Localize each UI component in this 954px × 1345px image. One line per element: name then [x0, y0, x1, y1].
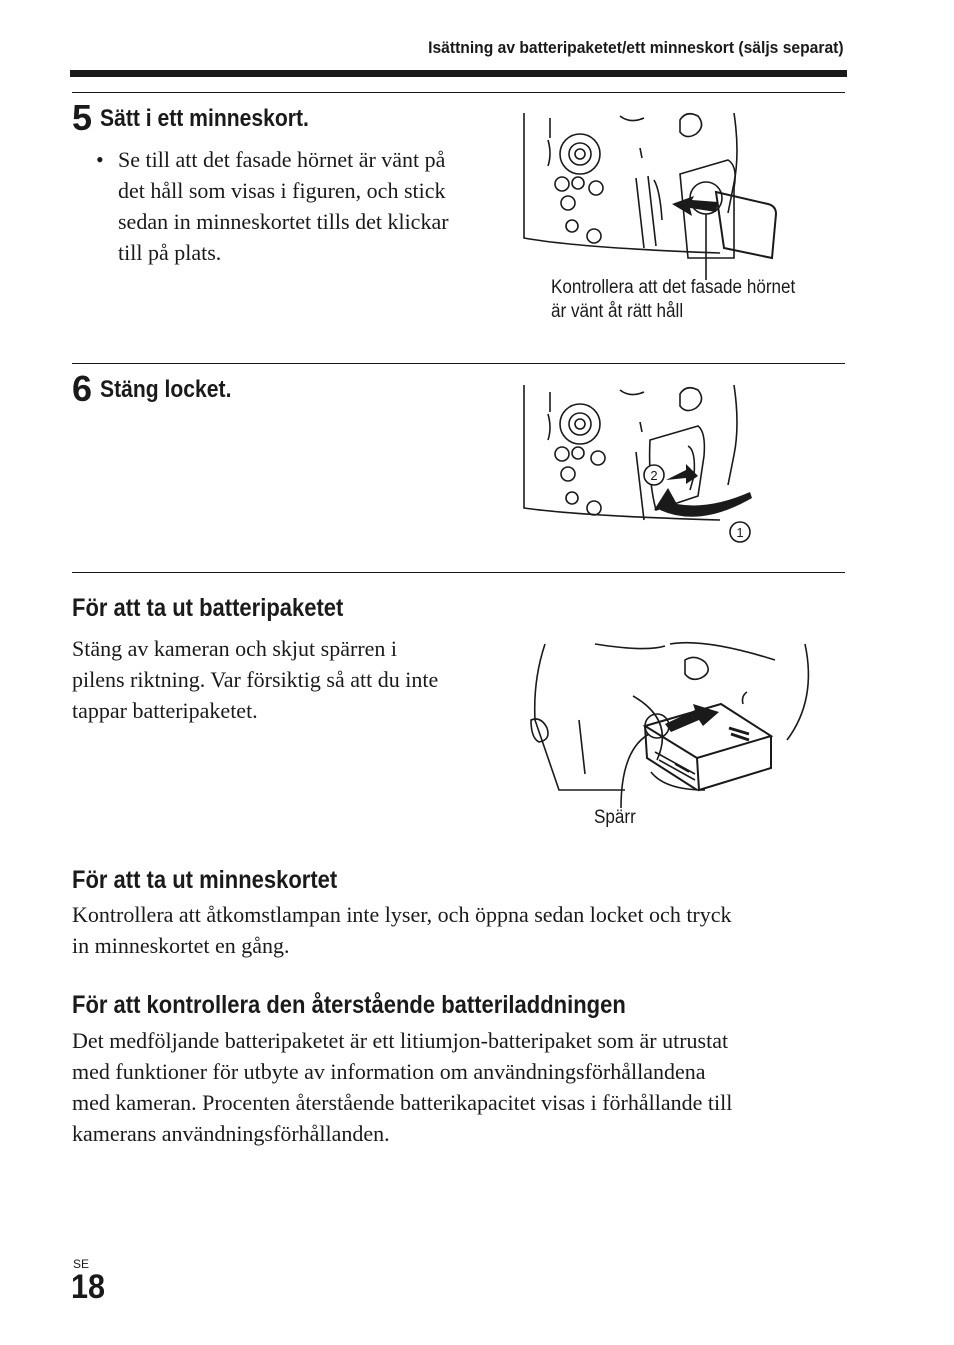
step6-marker-2: 2: [650, 468, 658, 483]
remove-card-text: [72, 899, 732, 961]
step6-title: Stäng locket.: [100, 376, 232, 403]
check-battery-text-line: med funktioner för utbyte av information om användningsförhållandena: [72, 1059, 706, 1084]
step5-caption-line: är vänt åt rätt håll: [551, 301, 684, 322]
remove-battery-text-line: Stäng av kameran och skjut spärren i: [72, 636, 398, 661]
remove-card-heading: För att ta ut minneskortet: [72, 866, 338, 894]
divider-step5: [72, 92, 845, 93]
header-rule: [70, 70, 847, 77]
divider-remove-battery: [72, 572, 845, 573]
close-cover-illustration: [520, 380, 850, 550]
step5-text-line: sedan in minneskortet tills det klickar: [118, 209, 449, 234]
step6-number: 6: [72, 368, 93, 409]
footer-language: SE: [73, 1257, 90, 1271]
step5-text-line: Se till att det fasade hörnet är vänt på: [118, 147, 446, 172]
running-header: Isättning av batteripaketet/ett minneskort (säljs separat): [428, 38, 844, 57]
check-battery-text-line: kamerans användningsförhållanden.: [72, 1121, 390, 1146]
step5-bullet: •: [96, 147, 104, 172]
remove-battery-text: [72, 633, 438, 726]
check-battery-text-line: med kameran. Procenten återstående batterikapacitet visas i förhållande till: [72, 1090, 733, 1115]
memory-card-insert-illustration: [520, 108, 850, 288]
remove-battery-text-line: tappar batteripaketet.: [72, 698, 258, 723]
check-battery-text: [72, 1025, 732, 1149]
divider-step6: [72, 363, 845, 364]
step5-number: 5: [72, 97, 93, 138]
step6-marker-1: 1: [736, 525, 744, 540]
remove-battery-text-line: pilens riktning. Var försiktig så att du inte: [72, 667, 439, 692]
page-number: 18: [71, 1268, 106, 1306]
check-battery-text-line: Det medföljande batteripaketet är ett litiumjon-batteripaket som är utrustat: [72, 1028, 729, 1053]
remove-battery-heading: För att ta ut batteripaketet: [72, 594, 344, 622]
step5-caption: [551, 276, 795, 324]
battery-removal-illustration: [525, 640, 825, 810]
step5-text: [118, 144, 449, 268]
battery-latch-caption: Spärr: [594, 807, 636, 828]
step5-text-line: det håll som visas i figuren, och stick: [118, 178, 446, 203]
remove-card-text-line: Kontrollera att åtkomstlampan inte lyser, och öppna sedan locket och tryck: [72, 902, 732, 927]
check-battery-heading: För att kontrollera den återstående batteriladdningen: [72, 991, 626, 1019]
step5-caption-line: Kontrollera att det fasade hörnet: [551, 277, 796, 298]
step5-text-line: till på plats.: [118, 240, 222, 265]
step5-title: Sätt i ett minneskort.: [100, 105, 309, 132]
remove-card-text-line: in minneskortet en gång.: [72, 933, 290, 958]
